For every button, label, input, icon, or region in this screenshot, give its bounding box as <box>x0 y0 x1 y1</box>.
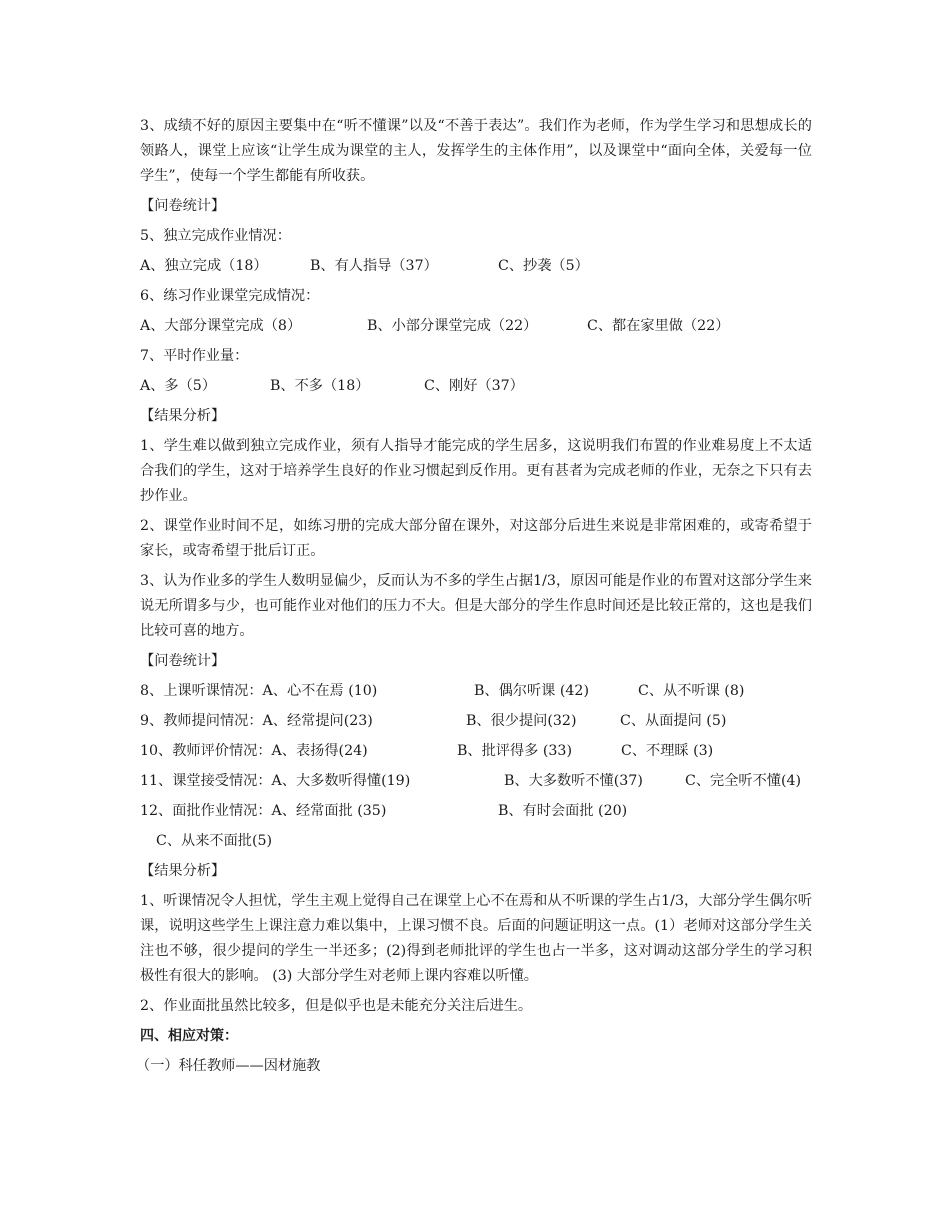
q5-option-c: C、抄袭（5） <box>498 258 589 274</box>
q9-option-a: 9、教师提问情况：A、经常提问(23) <box>140 713 373 729</box>
question-5-options <box>140 254 812 279</box>
q6-option-a: A、大部分课堂完成（8） <box>140 318 302 334</box>
q8-option-a: 8、上课听课情况：A、心不在焉 (10) <box>140 683 378 699</box>
survey-title-2: 【问卷统计】 <box>140 653 226 669</box>
question-10 <box>140 739 812 764</box>
q9-option-b: B、很少提问(32) <box>466 713 577 729</box>
question-7: 7、平时作业量： <box>140 348 249 364</box>
question-6-options <box>140 314 812 339</box>
question-12-continued <box>156 829 812 854</box>
question-11 <box>140 769 812 794</box>
q10-option-b: B、批评得多 (33) <box>457 743 572 759</box>
q6-option-c: C、都在家里做（22） <box>587 318 730 334</box>
analysis-title-2: 【结果分析】 <box>140 863 226 879</box>
section-heading-countermeasures: 四、相应对策： <box>140 1028 238 1044</box>
q6-option-b: B、小部分课堂完成（22） <box>367 318 538 334</box>
q11-option-a: 11、课堂接受情况：A、大多数听得懂(19) <box>140 773 411 789</box>
survey-title-1: 【问卷统计】 <box>140 198 226 214</box>
q8-option-c: C、从不听课 (8) <box>638 683 745 699</box>
question-7-options <box>140 374 812 399</box>
q5-option-b: B、有人指导（37） <box>310 258 438 274</box>
question-12 <box>140 799 812 824</box>
analysis-2-paragraph-2: 2、作业面批虽然比较多，但是似乎也是未能充分关注后进生。 <box>140 998 533 1014</box>
q12-option-c: C、从来不面批(5) <box>156 833 273 849</box>
question-6: 6、练习作业课堂完成情况： <box>140 288 320 304</box>
q9-option-c: C、从面提问 (5) <box>620 713 727 729</box>
q12-option-b: B、有时会面批 (20) <box>498 803 628 819</box>
analysis-1-paragraph-1: 1、学生难以做到独立完成作业，须有人指导才能完成的学生居多，这说明我们布置的作业难易度上不太适合我们的学生，这对于培养学生良好的作业习惯起到反作用。更有甚者为完成老师的作业，无奈之下只有去抄作业。 <box>140 438 812 504</box>
analysis-1-paragraph-2: 2、课堂作业时间不足，如练习册的完成大部分留在课外，对这部分后进生来说是非常困难的，或寄希望于家长，或寄希望于批后订正。 <box>140 518 812 559</box>
q7-option-c: C、刚好（37） <box>424 378 524 394</box>
analysis-1-paragraph-3: 3、认为作业多的学生人数明显偏少，反而认为不多的学生占据1/3，原因可能是作业的布置对这部分学生来说无所谓多与少，也可能作业对他们的压力不大。但是大部分的学生作息时间还是比较正常的，这也是我们比较可喜的地方。 <box>140 573 812 639</box>
analysis-title-1: 【结果分析】 <box>140 408 226 424</box>
q7-option-b: B、不多（18） <box>270 378 370 394</box>
q8-option-b: B、偶尔听课 (42) <box>474 683 589 699</box>
paragraph-reason-3: 3、成绩不好的原因主要集中在“听不懂课”以及“不善于表达”。我们作为老师，作为学生学习和思想成长的领路人，课堂上应该“让学生成为课堂的主人，发挥学生的主体作用”，以及课堂中“面向全体，关爱每一位学生”，使每一个学生都能有所收获。 <box>140 118 812 184</box>
document-page <box>136 114 812 1079</box>
q11-option-c: C、完全听不懂(4) <box>685 773 802 789</box>
sub-heading-subject-teacher: （一）科任教师——因材施教 <box>136 1058 321 1074</box>
q10-option-c: C、不理睬 (3) <box>621 743 714 759</box>
question-8 <box>140 679 812 704</box>
q11-option-b: B、大多数听不懂(37) <box>504 773 643 789</box>
q12-option-a: 12、面批作业情况：A、经常面批 (35) <box>140 803 387 819</box>
analysis-2-paragraph-1: 1、听课情况令人担忧，学生主观上觉得自己在课堂上心不在焉和从不听课的学生占1/3，大部分学生偶尔听课，说明这些学生上课注意力难以集中，上课习惯不良。后面的问题证明这一点。(1）老师对这部分学生关注也不够，很少提问的学生一半还多；(2)得到老师批评的学生也占一半多，这对调动这部分学生的学习积极性有很大的影响。 (3) 大部分学生对老师上课内容难以听懂。 <box>140 893 812 984</box>
q10-option-a: 10、教师评价情况：A、表扬得(24) <box>140 743 368 759</box>
question-5: 5、独立完成作业情况： <box>140 228 291 244</box>
q5-option-a: A、独立完成（18） <box>140 258 268 274</box>
q7-option-a: A、多（5） <box>140 378 217 394</box>
question-9 <box>140 709 812 734</box>
